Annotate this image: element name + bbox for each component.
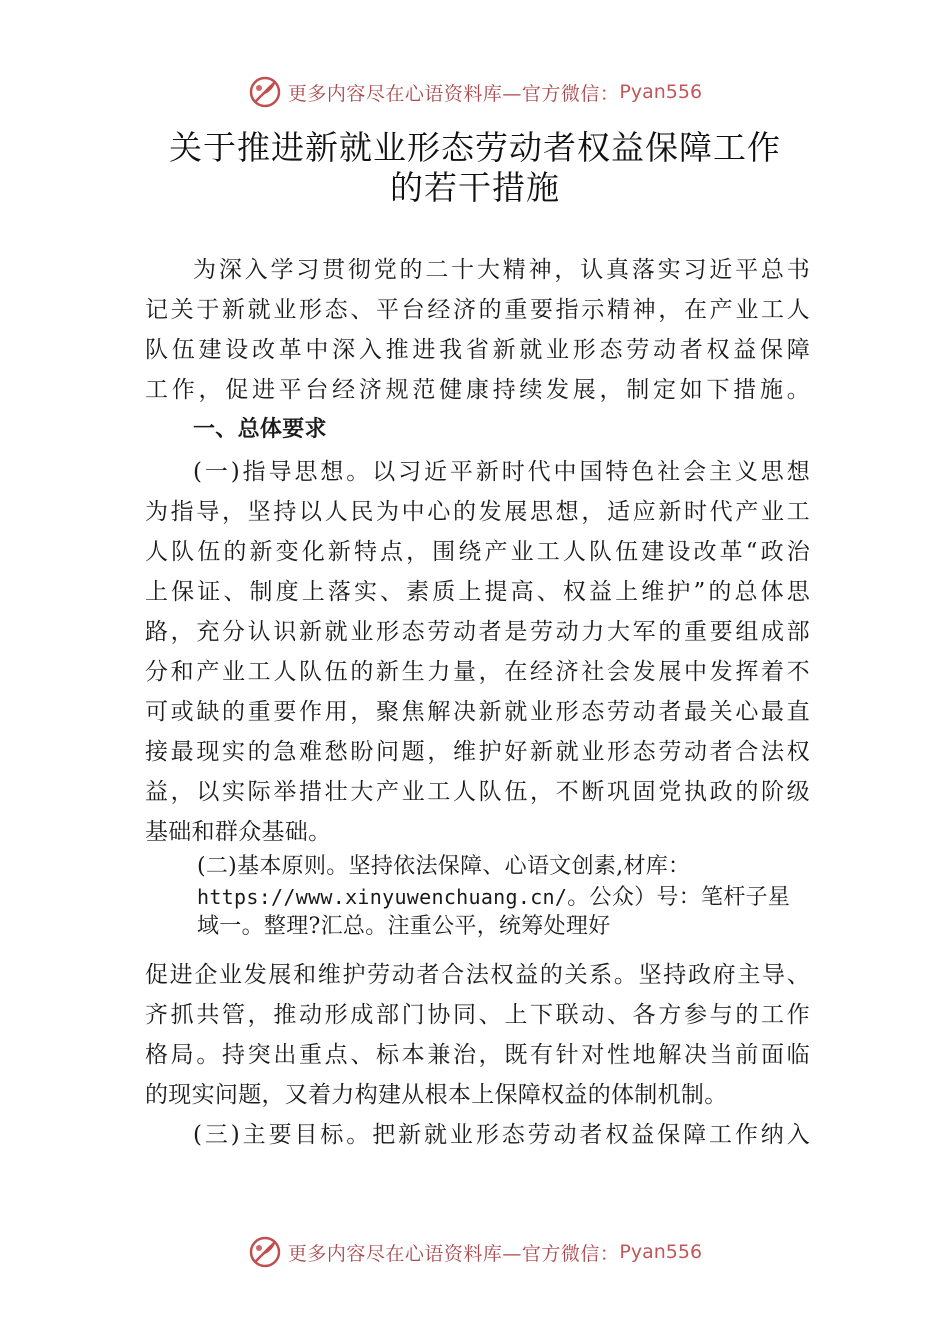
paragraph-line: 的现实问题，又着力构建从根本上保障权益的体制机制。 xyxy=(145,1082,728,1108)
paragraph-line: 接最现实的急难愁盼问题，维护好新就业形态劳动者合法权 xyxy=(145,739,810,765)
basic-principles-paragraph xyxy=(145,852,845,942)
document-title-line-1: 关于推进新就业形态劳动者权益保障工作 xyxy=(169,128,781,167)
main-goals-paragraph xyxy=(145,1115,810,1155)
paragraph-line: (一)指导思想。以习近平新时代中国特色社会主义思想 xyxy=(193,459,810,485)
paragraph-line: 格局。持突出重点、标本兼治，既有针对性地解决当前面临 xyxy=(145,1042,810,1068)
section-heading-block xyxy=(145,410,810,450)
paragraph-line: 为指导，坚持以人民为中心的发展思想，适应新时代产业工 xyxy=(145,499,810,525)
section-heading: 一、总体要求 xyxy=(193,417,327,442)
paragraph-line: 益，以实际举措壮大产业工人队伍，不断巩固党执政的阶级 xyxy=(145,779,810,805)
inline-url[interactable]: https://www.xinyuwenchuang.cn/ xyxy=(197,885,568,909)
paragraph-line: 可或缺的重要作用，聚焦解决新就业形态劳动者最关心最直 xyxy=(145,699,810,725)
paragraph-line: 人队伍的新变化新特点，围绕产业工人队伍建设改革“政治 xyxy=(145,539,810,565)
inline-text: 。公众）号：笔杆子星 xyxy=(567,885,791,910)
intro-paragraph xyxy=(145,250,810,410)
footer-watermark xyxy=(0,1232,950,1272)
intro-line: 工作，促进平台经济规范健康持续发展，制定如下措施。 xyxy=(145,377,810,403)
paragraph-line: 齐抓共管，推动形成部门协同、上下联动、各方参与的工作 xyxy=(145,1002,810,1028)
watermark-text: 更多内容尽在心语资料库—官方微信： xyxy=(287,1242,620,1265)
intro-line: 为深入学习贯彻党的二十大精神，认真落实习近平总书 xyxy=(193,257,810,283)
paragraph-line: 域一。整理?汇总。注重公平，统筹处理好 xyxy=(197,914,611,939)
watermark-text: 更多内容尽在心语资料库—官方微信： xyxy=(287,82,620,105)
paragraph-line: 路，充分认识新就业形态劳动者是劳动力大军的重要组成部 xyxy=(145,619,810,645)
paragraph-line: 基础和群众基础。 xyxy=(145,819,332,845)
basic-principles-continuation xyxy=(145,955,810,1115)
watermark-wechat-id: Pyan556 xyxy=(619,1241,703,1263)
quill-logo-icon xyxy=(248,1235,282,1269)
intro-line: 队伍建设改革中深入推进我省新就业形态劳动者权益保障 xyxy=(145,337,810,363)
document-title-line-2: 的若干措施 xyxy=(390,168,560,207)
guiding-thought-paragraph xyxy=(145,452,810,852)
intro-line: 记关于新就业形态、平台经济的重要指示精神，在产业工人 xyxy=(145,297,810,323)
watermark-wechat-id: Pyan556 xyxy=(619,81,703,103)
paragraph-line: 促进企业发展和维护劳动者合法权益的关系。坚持政府主导、 xyxy=(145,962,810,988)
paragraph-line: (三)主要目标。把新就业形态劳动者权益保障工作纳入 xyxy=(193,1122,810,1148)
paragraph-line: (二)基本原则。坚持依法保障、心语文创素,材库： xyxy=(197,854,691,879)
header-watermark xyxy=(0,72,950,112)
quill-logo-icon xyxy=(248,75,282,109)
paragraph-line: 分和产业工人队伍的新生力量，在经济社会发展中发挥着不 xyxy=(145,659,810,685)
paragraph-line-with-url xyxy=(145,882,845,912)
paragraph-line: 上保证、制度上落实、素质上提高、权益上维护”的总体思 xyxy=(145,579,810,605)
